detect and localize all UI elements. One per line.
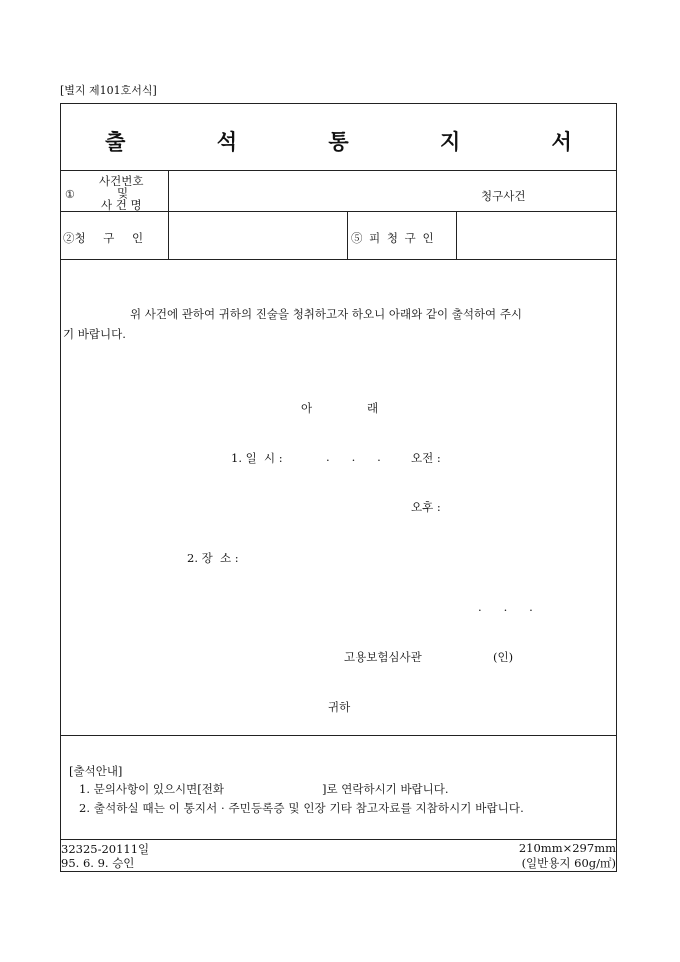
divider	[61, 211, 616, 212]
footer-approval-date: 95. 6. 9. 승인	[61, 856, 135, 870]
am-label: 오전 :	[411, 451, 441, 465]
place-label: 2. 장 소 :	[187, 551, 239, 565]
footer-paper-size: 210mm×297mm	[518, 841, 616, 855]
form-number-label: [별지 제101호서식]	[60, 84, 157, 97]
respondent-label: ⑤ 피 청 구 인	[351, 231, 434, 245]
divider	[61, 170, 616, 171]
request-paragraph-line1: 위 사건에 관하여 귀하의 진술을 청취하고자 하오니 아래와 같이 출석하여 주시	[130, 307, 523, 321]
issue-date-dots: . . .	[478, 600, 533, 614]
case-name-value: 청구사건	[481, 189, 526, 203]
divider	[168, 211, 169, 259]
notice-line2: 2. 출석하실 때는 이 통지서 · 주민등록증 및 인장 기타 참고자료를 지참하시기 바랍니다.	[79, 801, 524, 815]
datetime-dots: . . .	[326, 450, 381, 464]
divider	[168, 170, 169, 211]
details-heading-b: 래	[367, 401, 379, 415]
claimant-label: ②청 구 인	[63, 231, 144, 245]
recipient-suffix: 귀하	[328, 700, 351, 714]
divider	[456, 211, 457, 259]
datetime-label: 1. 일 시 :	[231, 451, 283, 465]
footer-paper-type: (일반용지 60g/㎡)	[521, 856, 616, 870]
row1-label-line1: 사건번호	[99, 174, 144, 188]
notice-form	[60, 103, 617, 736]
notice-heading: [출석안내]	[69, 764, 123, 778]
row1-label-line2: 및	[117, 186, 129, 200]
row1-label-line3: 사 건 명	[101, 198, 142, 212]
seal-mark: (인)	[493, 650, 514, 664]
details-heading-a: 아	[301, 401, 313, 415]
row1-circle-number: ①	[65, 188, 75, 201]
pm-label: 오후 :	[411, 500, 441, 514]
notice-section	[60, 736, 617, 872]
footer-form-code: 32325-20111일	[61, 842, 150, 856]
divider	[347, 211, 348, 259]
notice-line1-start: 1. 문의사항이 있으시면[전화	[79, 782, 224, 796]
document-title: 출 석 통 지 서	[105, 129, 614, 154]
notice-line1-end: ]로 연락하시기 바랍니다.	[322, 782, 449, 796]
divider	[61, 259, 616, 260]
divider	[61, 839, 616, 840]
request-paragraph-line2: 기 바랍니다.	[63, 327, 126, 341]
issuer-name: 고용보험심사관	[344, 650, 422, 664]
